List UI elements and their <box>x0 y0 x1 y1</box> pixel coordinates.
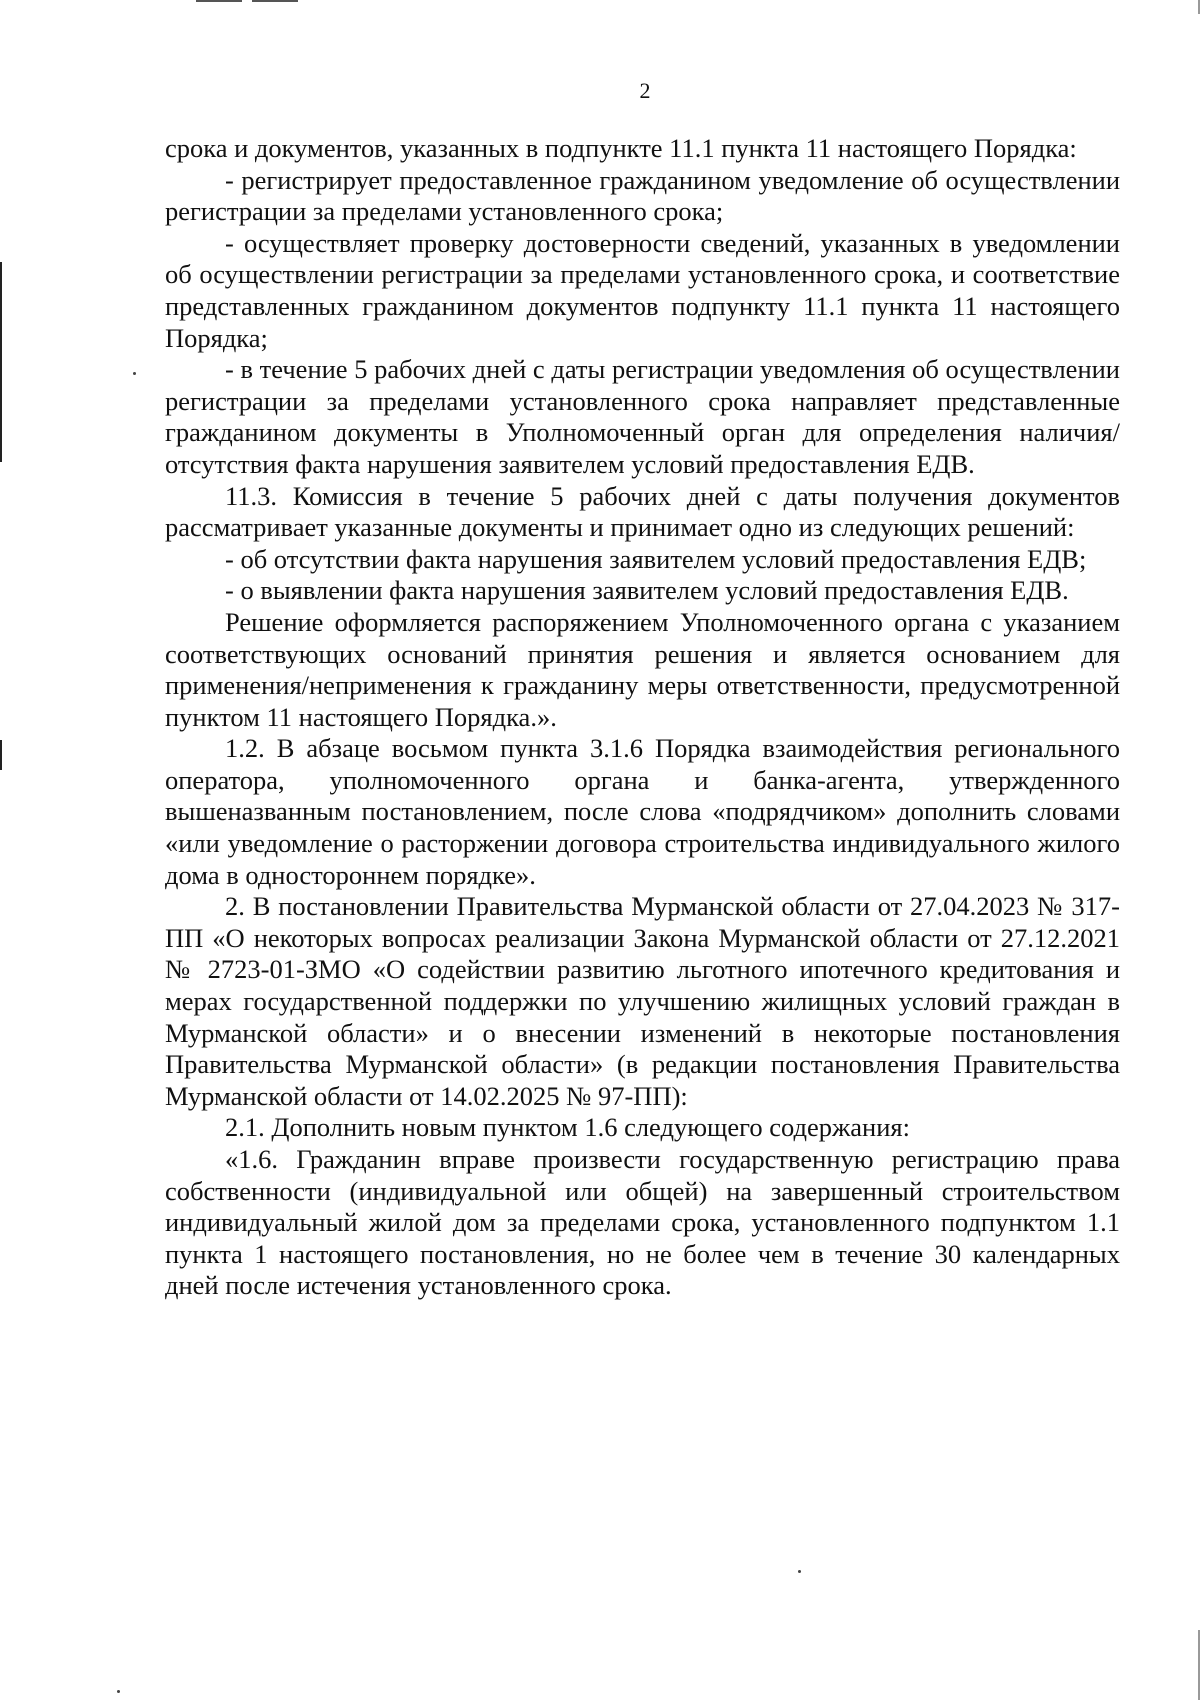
paragraph: - об отсутствии факта нарушения заявителем условий предоставления ЕДВ; <box>225 543 1087 574</box>
scan-left-edge-mark <box>0 262 2 462</box>
paragraph: - в течение 5 рабочих дней с даты регистрации уведомления об осуществлении регистрации за пределами установленного срока направляет представленные гражданином документы в Уполномоченный орган для определения наличия/отсутствия факта нарушения заявителем условий предоставления ЕДВ. <box>165 354 1120 479</box>
paragraph: 11.3. Комиссия в течение 5 рабочих дней с даты получения документов рассматривает указанные документы и принимает одно из следующих решений: <box>165 480 1120 543</box>
page-number: 2 <box>639 78 651 103</box>
paragraph: 1.2. В абзаце восьмом пункта 3.1.6 Порядка взаимодействия регионального оператора, уполномоченного органа и банка-агента, утвержденного вышеназванным постановлением, после слова «подрядчиком» дополнить словами «или уведомление о расторжении договора строительства индивидуального жилого дома в одностороннем порядке». <box>165 733 1120 890</box>
paragraph: 2. В постановлении Правительства Мурманской области от 27.04.2023 № 317-ПП «О некоторых вопросах реализации Закона Мурманской области от 27.12.2021 № 2723-01-ЗМО «О содействии развитию льготного ипотечного кредитования и мерах государственной поддержки по улучшению жилищных условий граждан в Мурманской области» и о внесении изменений в некоторые постановления Правительства Мурманской области» (в редакции постановления Правительства Мурманской области от 14.02.2025 № 97-ПП): <box>165 891 1120 1111</box>
scan-speck <box>117 1690 120 1693</box>
paragraph: - о выявлении факта нарушения заявителем условий предоставления ЕДВ. <box>225 575 1069 606</box>
document-body <box>165 133 1120 1302</box>
paragraph: «1.6. Гражданин вправе произвести государственную регистрацию права собственности (индивидуальной или общей) на завершенный строительством индивидуальный жилой дом за пределами срока, установленного подпунктом 1.1 пункта 1 настоящего постановления, но не более чем в течение 30 календарных дней после истечения установленного срока. <box>165 1144 1120 1301</box>
paragraph: - регистрирует предоставленное гражданином уведомление об осуществлении регистрации за пределами установленного срока; <box>165 164 1120 227</box>
scan-top-marks <box>196 0 306 4</box>
paragraph: срока и документов, указанных в подпункте 11.1 пункта 11 настоящего Порядка: <box>165 133 1077 163</box>
paragraph: Решение оформляется распоряжением Уполномоченного органа с указанием соответствующих оснований принятия решения и является основанием для применения/неприменения к гражданину меры ответственности, предусмотренной пунктом 11 настоящего Порядка.». <box>165 606 1120 732</box>
scan-speck <box>133 372 136 375</box>
paragraph: 2.1. Дополнить новым пунктом 1.6 следующего содержания: <box>225 1112 910 1143</box>
scan-speck <box>798 1570 801 1573</box>
paragraph: - осуществляет проверку достоверности сведений, указанных в уведомлении об осуществлении регистрации за пределами установленного срока, и соответствие представленных гражданином документов подпункту 11.1 пункта 11 настоящего Порядка; <box>165 227 1120 353</box>
scan-left-edge-mark <box>0 740 2 770</box>
